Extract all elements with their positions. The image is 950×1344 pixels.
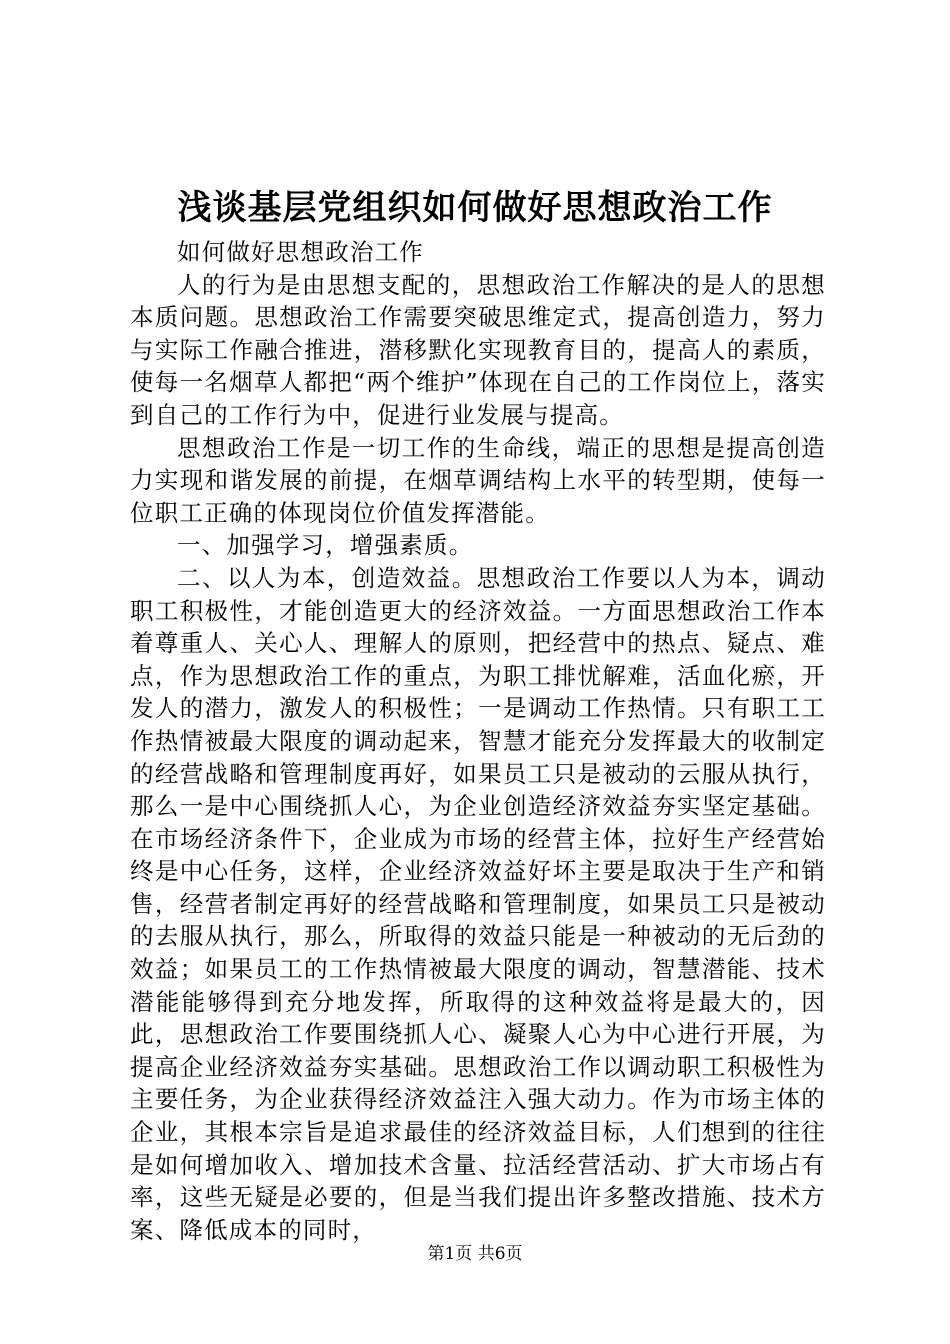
paragraph-intro: 人的行为是由思想支配的，思想政治工作解决的是人的思想本质问题。思想政治工作需要突破思维定式，提高创造力，努力与实际工作融合推进，潜移默化实现教育目的，提高人的素质，使每一名烟草人都把“两个维护”体现在自己的工作岗位上，落实到自己的工作行为中，促进行业发展与提高。 [130,270,826,429]
page-footer: 第1页 共6页 [427,1244,523,1264]
document-title: 浅谈基层党组织如何做好思想政治工作 [177,188,773,228]
document-body [130,236,826,1246]
paragraph-section-two: 二、以人为本，创造效益。思想政治工作要以人为本，调动职工积极性，才能创造更大的经济效益。一方面思想政治工作本着尊重人、关心人、理解人的原则，把经营中的热点、疑点、难点，作为思想政治工作的重点，为职工排忧解难，活血化瘀，开发人的潜力，激发人的积极性；一是调动工作热情。只有职工工作热情被最大限度的调动起来，智慧才能充分发挥最大的收制定的经营战略和管理制度再好，如果员工只是被动的云服从执行，那么一是中心围绕抓人心，为企业创造经济效益夯实坚定基础。在市场经济条件下，企业成为市场的经营主体，拉好生产经营始终是中心任务，这样，企业经济效益好坏主要是取决于生产和销售，经营者制定再好的经营战略和管理制度，如果员工只是被动的去服从执行，那么，所取得的效益只能是一种被动的无后劲的效益；如果员工的工作热情被最大限度的调动，智慧潜能、技术潜能能够得到充分地发挥，所取得的这种效益将是最大的，因此，思想政治工作要围绕抓人心、凝聚人心为中心进行开展，为提高企业经济效益夯实基础。思想政治工作以调动职工积极性为主要任务，为企业获得经济效益注入强大动力。作为市场主体的企业，其根本宗旨是追求最佳的经济效益目标，人们想到的往往是如何增加收入、增加技术含量、拉活经营活动、扩大市场占有率，这些无疑是必要的，但是当我们提出许多整改措施、技术方案、降低成本的同时， [130,563,826,1244]
paragraph-lifeline: 思想政治工作是一切工作的生命线，端正的思想是提高创造力实现和谐发展的前提，在烟草调结构上水平的转型期，使每一位职工正确的体现岗位价值发挥潜能。 [130,433,826,527]
paragraph-section-one: 一、加强学习，增强素质。 [177,531,474,560]
paragraph-subtitle: 如何做好思想政治工作 [177,238,424,266]
